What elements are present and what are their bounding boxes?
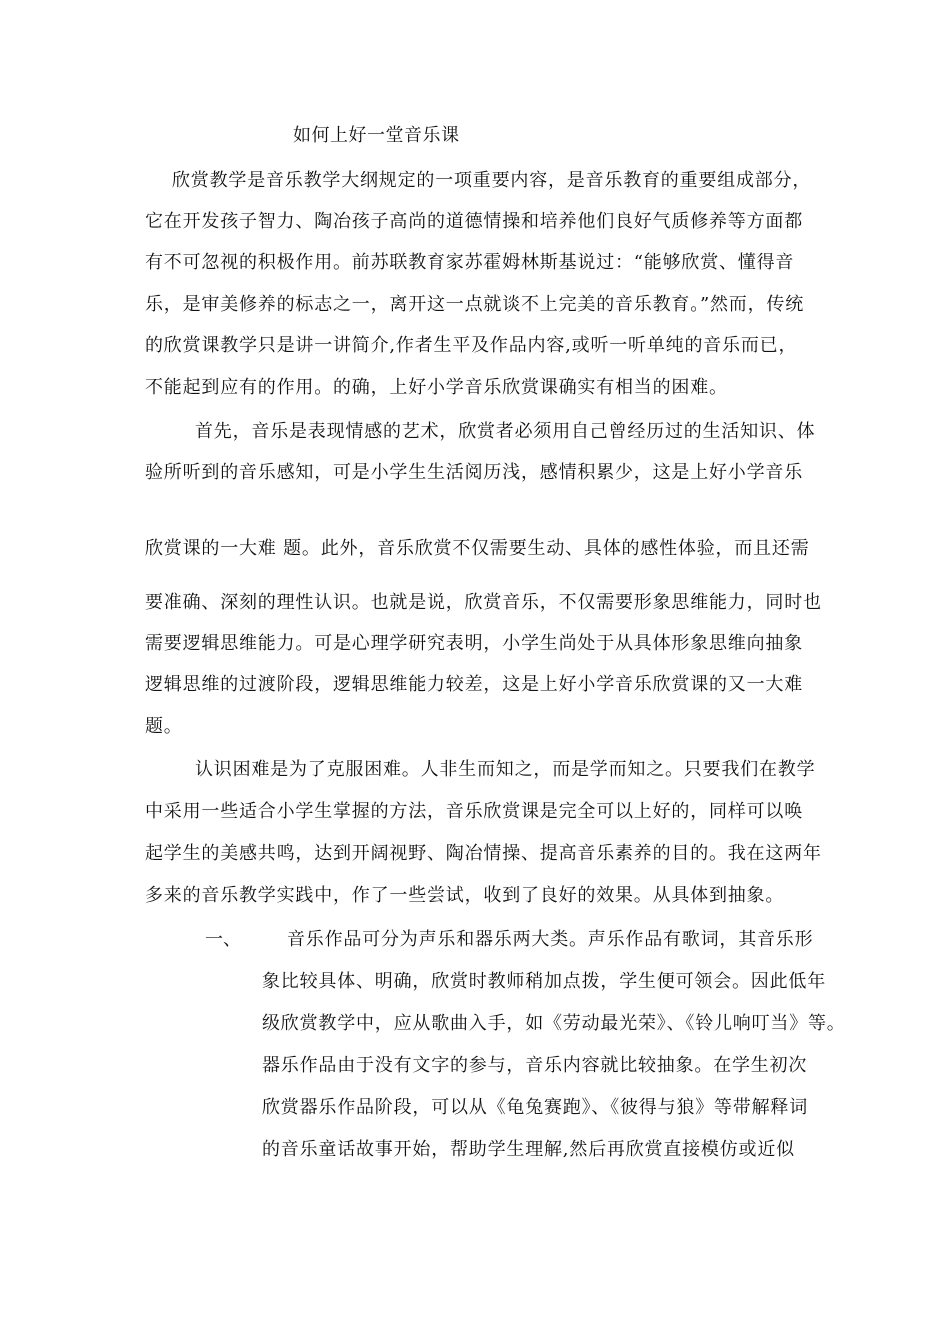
paragraph-3-line-4: 多来的音乐教学实践中，作了一些尝试，收到了良好的效果。从具体到抽象。 [145,885,785,906]
paragraph-2-line-3: 欣赏课的一大难 题。此外，音乐欣赏不仅需要生动、具体的感性体验，而且还需 [145,538,810,559]
paragraph-2-line-1: 首先，音乐是表现情感的艺术，欣赏者必须用自己曾经历过的生活知识、体 [195,421,816,442]
document-title: 如何上好一堂音乐课 [293,125,460,146]
list-item-line-6: 的音乐童话故事开始，帮助学生理解,然后再欣赏直接模仿或近似 [262,1139,795,1160]
list-item-line-2: 象比较具体、明确，欣赏时教师稍加点拨，学生便可领会。因此低年 [262,971,826,992]
paragraph-1-line-3: 有不可忽视的积极作用。前苏联教育家苏霍姆林斯基说过：“能够欣赏、懂得音 [145,252,795,273]
paragraph-2-line-4: 要准确、深刻的理性认识。也就是说，欣赏音乐，不仅需要形象思维能力，同时也 [145,592,822,613]
list-item-number: 一、 [205,929,241,950]
paragraph-1-line-4: 乐，是审美修养的标志之一，离开这一点就谈不上完美的音乐教育。”然而，传统 [145,294,804,315]
list-item-line-1: 音乐作品可分为声乐和器乐两大类。声乐作品有歌词，其音乐形 [287,929,814,950]
paragraph-2-line-5: 需要逻辑思维能力。可是心理学研究表明，小学生尚处于从具体形象思维向抽象 [145,633,803,654]
paragraph-3-line-3: 起学生的美感共鸣，达到开阔视野、陶冶情操、提高音乐素养的目的。我在这两年 [145,843,822,864]
paragraph-2-line-2: 验所听到的音乐感知，可是小学生生活阅历浅，感情积累少，这是上好小学音乐 [145,462,803,483]
paragraph-2-line-6: 逻辑思维的过渡阶段，逻辑思维能力较差，这是上好小学音乐欣赏课的又一大难 [145,674,803,695]
paragraph-3-line-2: 中采用一些适合小学生掌握的方法，音乐欣赏课是完全可以上好的，同样可以唤 [145,801,803,822]
list-item-line-3: 级欣赏教学中，应从歌曲入手，如《劳动最光荣》、《铃儿响叮当》等。 [262,1013,846,1034]
list-item-line-4: 器乐作品由于没有文字的参与，音乐内容就比较抽象。在学生初次 [262,1055,808,1076]
paragraph-1-line-5: 的欣赏课教学只是讲一讲简介,作者生平及作品内容,或听一听单纯的音乐而已， [145,335,798,356]
paragraph-1-line-6: 不能起到应有的作用。的确，上好小学音乐欣赏课确实有相当的困难。 [145,377,728,398]
paragraph-3-line-1: 认识困难是为了克服困难。人非生而知之，而是学而知之。只要我们在教学 [195,759,816,780]
list-item-line-5: 欣赏器乐作品阶段，可以从《龟兔赛跑》、《彼得与狼》等带解释词 [262,1097,808,1118]
paragraph-1-line-2: 它在开发孩子智力、陶冶孩子高尚的道德情操和培养他们良好气质修养等方面都 [145,211,803,232]
paragraph-1-line-1: 欣赏教学是音乐教学大纲规定的一项重要内容，是音乐教育的重要组成部分， [172,170,812,191]
paragraph-2-line-7: 题。 [145,716,183,737]
